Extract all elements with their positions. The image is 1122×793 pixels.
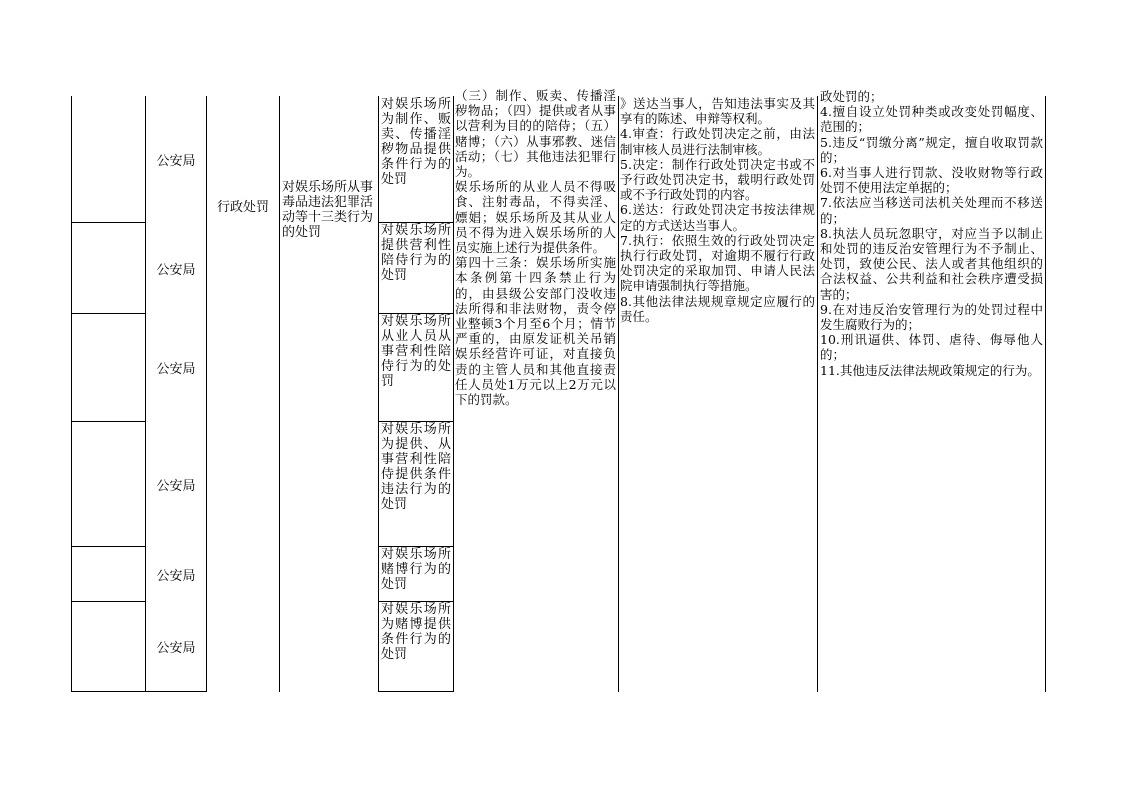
legal-basis-column [455, 88, 616, 692]
accountability-item: 4.擅自设立处罚种类或改变处罚幅度、范围的； [820, 104, 1043, 135]
table-border-col7 [618, 96, 619, 692]
row-divider [71, 421, 146, 422]
penalty-name: 对娱乐场所从事毒品违法犯罪活动等十三类行为的处罚 [282, 180, 374, 240]
agency-label: 公安局 [156, 154, 196, 169]
procedure-step: 4.审查：行政处罚决定之前，由法制审核人员进行法制审核。 [620, 126, 815, 157]
accountability-item: 10.刑讯逼供、体罚、虐待、侮辱他人的； [820, 332, 1043, 363]
procedure-column [620, 96, 815, 692]
sub-item-text: 对娱乐场所为提供、从事营利性陪侍提供条件违法行为的处罚 [381, 422, 451, 512]
accountability-item: 政处罚的； [820, 89, 883, 104]
sub-item-cell [379, 547, 453, 601]
accountability-item: 7.依法应当移送司法机关处理而不移送的； [820, 195, 1043, 226]
sub-item-cell [379, 422, 453, 546]
accountability-item: 11.其他违反法律法规政策规定的行为。 [820, 362, 1040, 378]
row-divider [71, 546, 146, 547]
legal-basis-paragraph: 娱乐场所的从业人员不得吸食、注射毒品，不得卖淫、嫖娼；娱乐场所及其从业人员不得为进入娱乐场所的人员实施上述行为提供条件。 [455, 179, 616, 256]
agency-label: 公安局 [156, 641, 196, 656]
agency-cell [146, 602, 206, 691]
sub-item-text: 对娱乐场所赌博行为的处罚 [381, 547, 451, 592]
table-border-col8 [817, 96, 818, 692]
procedure-step: 6.送达：行政处罚决定书按法律规定的方式送达当事人。 [620, 202, 815, 233]
table-border-right [1045, 96, 1046, 692]
sub-item-text: 对娱乐场所为赌博提供条件行为的处罚 [381, 602, 451, 662]
accountability-column [820, 89, 1043, 692]
agency-cell [146, 314, 206, 421]
row-divider [71, 222, 146, 223]
legal-basis-paragraph: 第四十三条：娱乐场所实施本条例第十四条禁止行为的，由县级公安部门没收违法所得和非法财物，责令停业整顿3个月至6个月；情节严重的，由原发证机关吊销娱乐经营许可证，对直接负责的主管人员和其他直接责任人员处1万元以上2万元以下的罚款。 [455, 255, 616, 408]
procedure-step: 8.其他法律法规规章规定应履行的责任。 [620, 293, 815, 324]
sub-item-text: 对娱乐场所为制作、贩卖、传播淫秽物品提供条件行为的处罚 [381, 97, 451, 187]
accountability-item: 6.对当事人进行罚款、没收财物等行政处罚不使用法定单据的； [820, 165, 1043, 196]
row-divider [71, 313, 146, 314]
sub-item-cell [379, 97, 453, 222]
table-border-col6 [453, 96, 454, 692]
table-border-left [71, 96, 72, 692]
agency-label: 公安局 [156, 362, 196, 377]
agency-label: 公安局 [156, 478, 196, 494]
accountability-item: 9.在对违反治安管理行为的处罚过程中发生腐败行为的； [820, 301, 1043, 333]
penalty-name-cell [280, 140, 378, 280]
agency-label: 公安局 [156, 262, 196, 278]
penalty-type-cell [207, 97, 279, 313]
table-border-bottom [71, 691, 207, 692]
table-border-bottom-sub [378, 691, 454, 692]
procedure-step: 》送达当事人，告知违法事实及其享有的陈述、申辩等权利。 [620, 96, 815, 127]
accountability-item: 8.执法人员玩忽职守，对应当予以制止和处罚的违反治安管理行为不予制止、处罚，致使公民、法人或者其他组织的合法权益、公共利益和社会秩序遭受损害的； [820, 225, 1043, 302]
sub-item-cell [379, 602, 453, 691]
agency-cell [146, 97, 206, 222]
sub-item-cell [379, 314, 453, 421]
accountability-item: 5.违反“罚缴分离”规定，擅自收取罚款的； [820, 134, 1043, 165]
agency-cell [146, 223, 206, 313]
sub-item-cell [379, 223, 453, 313]
agency-label: 公安局 [156, 568, 196, 584]
sub-item-text: 对娱乐场所提供营利性陪侍行为的处罚 [381, 223, 451, 283]
procedure-step: 7.执行：依照生效的行政处罚决定执行行政处罚，对逾期不履行行政处罚决定的采取加罚、申请人民法院申请强制执行等措施。 [620, 232, 815, 294]
agency-cell [146, 422, 206, 546]
procedure-step: 5.决定：制作行政处罚决定书或不予行政处罚决定书，载明行政处罚或不予行政处罚的内容。 [620, 156, 815, 203]
penalty-type: 行政处罚 [216, 199, 269, 215]
sub-item-text: 对娱乐场所从业人员从事营利性陪侍行为的处罚 [381, 314, 451, 389]
row-divider [71, 601, 146, 602]
legal-basis-paragraph: （三）制作、贩卖、传播淫秽物品；（四）提供或者从事以营利为目的的陪侍；（五）赌博；（六）从事邪教、迷信活动；（七）其他违法犯罪行为。 [455, 88, 616, 180]
agency-cell [146, 547, 206, 601]
